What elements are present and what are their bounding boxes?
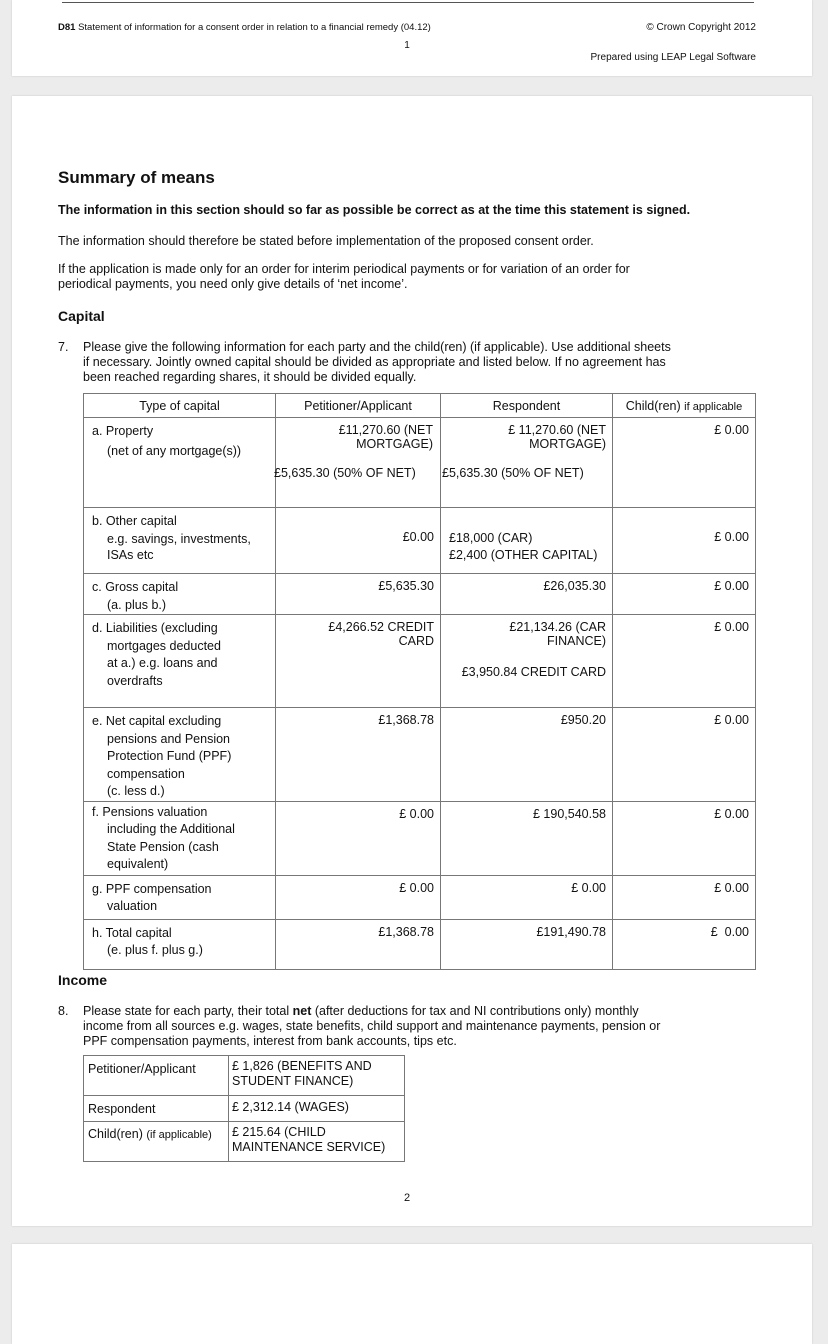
income-heading: Income [58,972,108,988]
copyright-notice: © Crown Copyright 2012 [646,22,756,33]
table-row [84,615,756,708]
capital-heading: Capital [58,308,105,324]
table-row [84,708,756,802]
income-label-respondent: Respondent [84,1096,229,1122]
page-3 [12,1244,812,1344]
row-label: a. Property (net of any mortgage(s)) [84,418,276,508]
cell-children: £ 0.00 [613,801,756,875]
cell-respondent: £950.20 [441,708,613,802]
cell-respondent: £21,134.26 (CAR FINANCE) £3,950.84 CREDIT CARD [441,615,613,708]
col-petitioner: Petitioner/Applicant [276,394,441,418]
cell-children: £ 0.00 [613,574,756,615]
cell-respondent: £191,490.78 [441,919,613,969]
row-label: b. Other capital e.g. savings, investments, ISAs etc [84,508,276,574]
cell-petitioner: £4,266.52 CREDIT CARD [276,615,441,708]
table-row [84,418,756,508]
income-value-petitioner: £ 1,826 (BENEFITS AND STUDENT FINANCE) [229,1056,405,1096]
income-label-children: Child(ren) (if applicable) [84,1122,229,1162]
income-table [83,1055,405,1162]
cell-respondent: £ 11,270.60 (NET MORTGAGE) £5,635.30 (50% OF NET) [441,418,613,508]
intro-note: If the application is made only for an order for interim periodical payments or for variation of an order for periodical payments, you need only give details of ‘net income’. [58,262,630,291]
income-value-respondent: £ 2,312.14 (WAGES) [229,1096,405,1122]
row-label: d. Liabilities (excluding mortgages deducted at a.) e.g. loans and overdrafts [84,615,276,708]
table-row [84,1096,405,1122]
cell-petitioner: £1,368.78 [276,919,441,969]
col-respondent: Respondent [441,394,613,418]
row-label: e. Net capital excluding pensions and Pension Protection Fund (PPF) compensation (c. less d.) [84,708,276,802]
cell-children: £ 0.00 [613,418,756,508]
capital-table [83,393,756,970]
intro-paragraph: The information should therefore be stated before implementation of the proposed consent order. [58,234,594,248]
page-title: Summary of means [58,168,215,187]
col-type: Type of capital [84,394,276,418]
row-label: f. Pensions valuation including the Additional State Pension (cash equivalent) [84,801,276,875]
prepared-by: Prepared using LEAP Legal Software [590,52,756,63]
cell-children: £ 0.00 [613,615,756,708]
cell-respondent: £26,035.30 [441,574,613,615]
cell-petitioner: £0.00 [276,508,441,574]
cell-children: £ 0.00 [613,708,756,802]
page-1 [12,0,812,76]
cell-children: £ 0.00 [613,875,756,919]
cell-petitioner: £ 0.00 [276,801,441,875]
cell-petitioner: £5,635.30 [276,574,441,615]
capital-table-header [84,394,756,418]
cell-children: £ 0.00 [613,919,756,969]
page-2: Summary of means The information in this section should so far as possible be correct as at the time this statement is signed. The information should therefore be stated before implementation of the proposed consent order. If the application is made only for an order for interim periodical payments or for variation of an order for periodical payments, you need only give details of ‘net income’. Capital 7. Please give the following information for each party and the child(ren) (if applicable). Use additional sheets if necessary. Jointly owned capital should be divided as appropriate and listed below. If no agreement has been reached regarding shares, it should be divided equally. Type of capital Petitioner/Applicant Respondent Child(ren) if applicable a. Property (net of any mortgage(s)) £11,270.60 (NET MORTGAGE) £5,635.30 (50% OF NET) £ 11,270.60 (NET MORTGAGE) £5,635.30 (50% OF NET) £ 0.00 b. Other capital e.g. savings, investments, ISAs etc £0.00 £18,000 (CAR) £2,400 (OTHER CAPITAL) £ 0.00 c. Gross capital (a. plus b.) £5,635.30 £26,035.30 £ 0.00 d. Liabilities (excluding mortgages deducted at a.) e.g. loans and overdrafts £4,266.52 CREDIT CARD £21,134.26 (CAR FINANCE) £3,950.84 CREDIT CARD £ 0.00 e. Net capital excluding pensions and Pension Protection Fund (PPF) compensation (c. less d.) £1,368.78 £950.20 £ 0.00 f. Pensions valuation including the Additional State Pension (cash equivalent) £ 0.00 £ 190,540.58 £ 0.00 g. PPF compensation valuation £ 0.00 £ 0.00 £ 0.00 h. Total capital (e. plus f. plus g.) £1,368.78 £191,490.78 £ 0.00 Income 8. Please state for each party, their total net (after deductions for tax and NI contributions only) monthly income from all sources e.g. wages, state benefits, child support and maintenance payments, pension or PPF compensation payments, interest from bank accounts, tips etc. Petitioner/Applicant £ 1,826 (BENEFITS AND STUDENT FINANCE) Respondent £ 2,312.14 (WAGES) Child(ren) (if applicable) £ 215.64 (CHILD MAINTENANCE SERVICE) 2 [12,96,812,1226]
row-label: h. Total capital (e. plus f. plus g.) [84,919,276,969]
cell-children: £ 0.00 [613,508,756,574]
table-row [84,1122,405,1162]
table-row [84,919,756,969]
table-row [84,875,756,919]
page-top-rule [62,2,754,3]
col-children: Child(ren) if applicable [613,394,756,418]
table-row [84,801,756,875]
table-row [84,1056,405,1096]
form-footer-title: D81 Statement of information for a consent order in relation to a financial remedy (04.12) [58,22,431,33]
row-label: c. Gross capital (a. plus b.) [84,574,276,615]
page-number: 1 [404,40,410,51]
income-label-petitioner: Petitioner/Applicant [84,1056,229,1096]
cell-respondent: £ 0.00 [441,875,613,919]
table-row [84,508,756,574]
cell-petitioner: £ 0.00 [276,875,441,919]
cell-respondent: £ 190,540.58 [441,801,613,875]
cell-petitioner: £11,270.60 (NET MORTGAGE) £5,635.30 (50% OF NET) [276,418,441,508]
intro-bold: The information in this section should so far as possible be correct as at the time this statement is signed. [58,203,691,217]
table-row [84,574,756,615]
row-label: g. PPF compensation valuation [84,875,276,919]
income-value-children: £ 215.64 (CHILD MAINTENANCE SERVICE) [229,1122,405,1162]
page-number: 2 [403,1192,411,1204]
cell-respondent: £18,000 (CAR) £2,400 (OTHER CAPITAL) [441,508,613,574]
cell-petitioner: £1,368.78 [276,708,441,802]
